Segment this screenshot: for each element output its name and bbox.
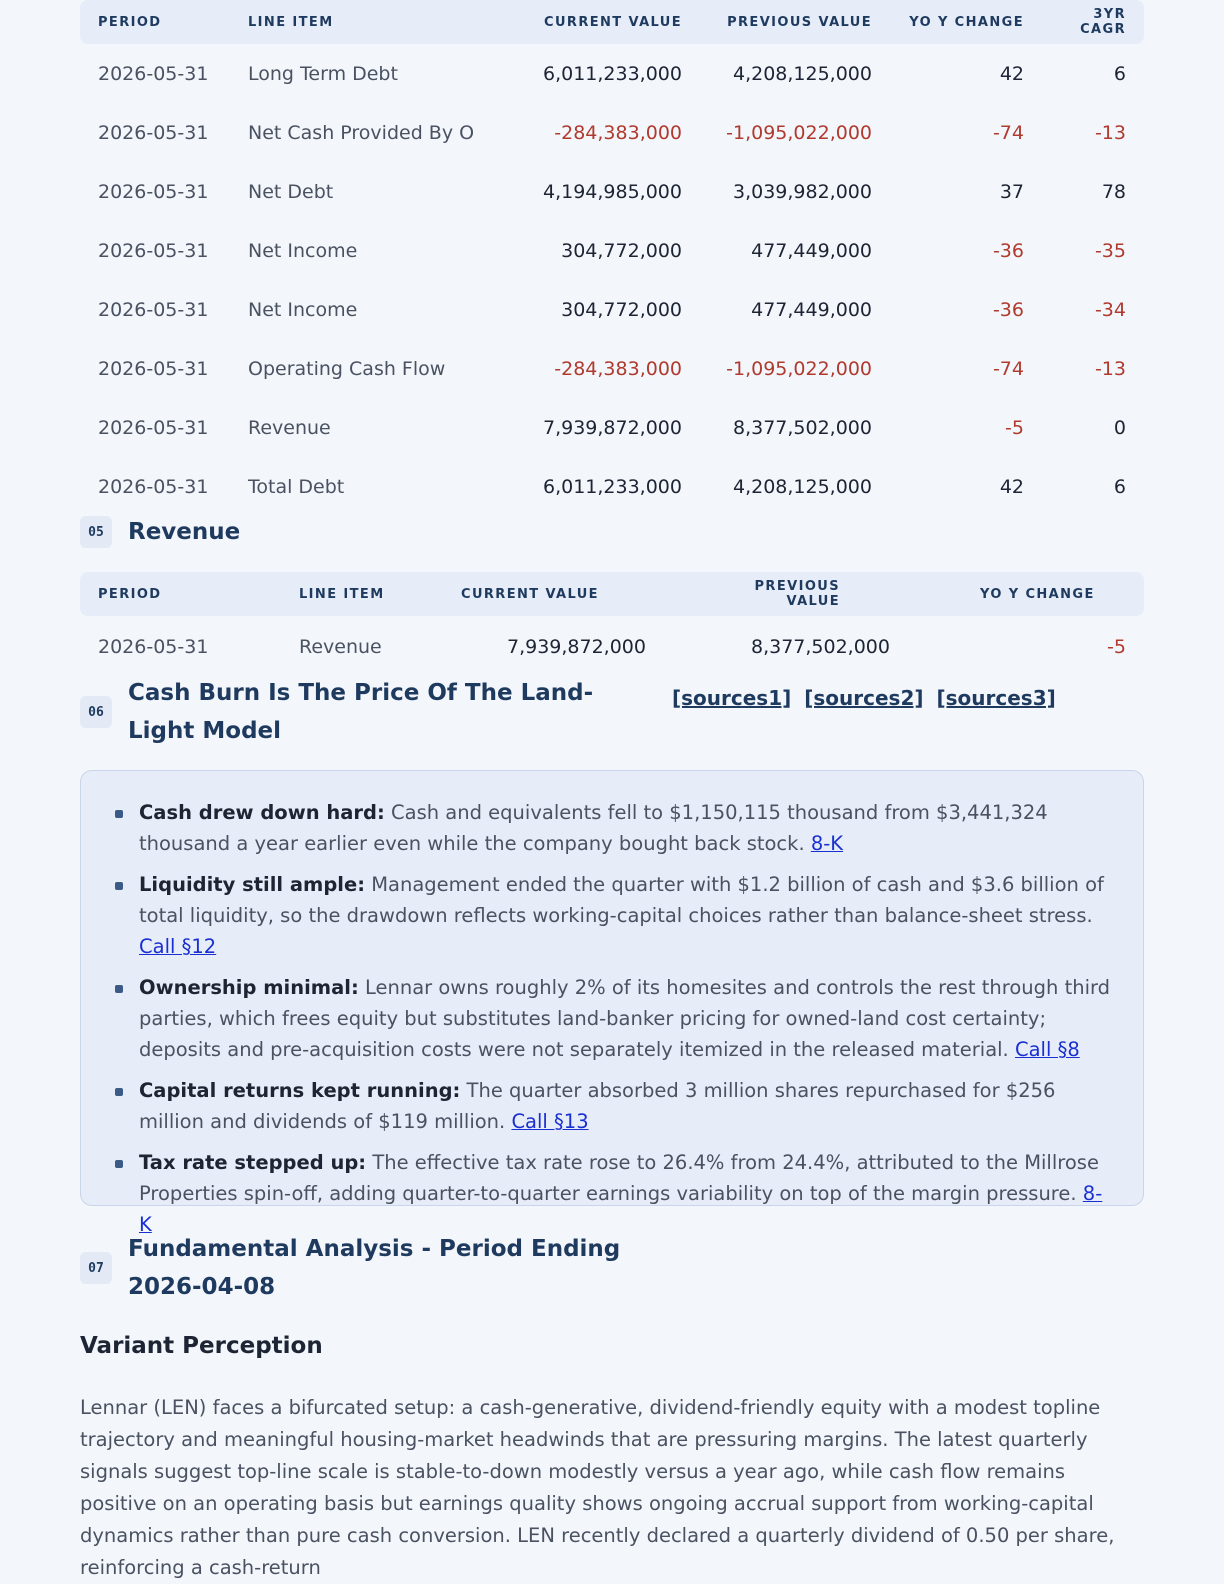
value-cell: -36 (992, 298, 1024, 321)
period-cell: 2026-05-31 (98, 357, 209, 380)
value-cell: 3,039,982,000 (732, 180, 872, 203)
value-cell: 4,208,125,000 (732, 62, 872, 85)
period-cell: 2026-05-31 (98, 121, 209, 144)
table-row (80, 616, 1144, 678)
list-item (139, 972, 1113, 1065)
value-cell: 477,449,000 (751, 298, 872, 321)
sources-links (672, 686, 1062, 710)
value-cell: -74 (992, 121, 1024, 144)
bullet-label: Tax rate stepped up: (139, 1151, 367, 1174)
analysis-paragraph: Lennar (LEN) faces a bifurcated setup: a cash-generative, dividend-friendly equity with a modest topline trajectory and meaningful housing-market headwinds that are pressuring margins. The latest quarterly signals suggest top-line scale is stable-to-down modestly versus a year ago, while cash flow remains positive on an operating basis but earnings quality shows ongoing accrual support from working-capital dynamics rather than pure cash conversion. LEN recently declared a quarterly dividend of 0.50 per share, reinforcing a cash-return (80, 1396, 1115, 1579)
value-cell: -34 (1094, 298, 1126, 321)
value-cell: -36 (992, 239, 1024, 262)
value-cell: 37 (999, 180, 1024, 203)
list-item (139, 1075, 1113, 1137)
value-cell: -13 (1094, 121, 1126, 144)
value-cell: -74 (992, 357, 1024, 380)
financials-table (80, 0, 1144, 516)
line-item-cell: Operating Cash Flow (248, 357, 446, 380)
column-header: CURRENT VALUE (443, 572, 686, 616)
line-item-cell: Net Cash Provided By O (248, 121, 475, 144)
value-cell: 42 (999, 475, 1024, 498)
column-header: PERIOD (80, 572, 281, 616)
column-header: PERIOD (80, 0, 230, 44)
period-cell: 2026-05-31 (98, 239, 209, 262)
citation-link[interactable]: 8-K (139, 1182, 1103, 1236)
bullet-label: Cash drew down hard: (139, 801, 385, 824)
value-cell: 4,208,125,000 (732, 475, 872, 498)
bullet-label: Capital returns kept running: (139, 1079, 461, 1102)
value-cell: -5 (1107, 636, 1126, 658)
citation-link[interactable]: Call §12 (139, 935, 217, 958)
line-item-cell: Revenue (299, 636, 382, 658)
value-cell: -284,383,000 (554, 357, 682, 380)
table-row (80, 339, 1144, 398)
section-title: Fundamental Analysis - Period Ending 2026-04-08 (128, 1236, 621, 1300)
value-cell: -5 (1005, 416, 1024, 439)
section-number-badge: 07 (80, 1252, 112, 1284)
value-cell: -35 (1094, 239, 1126, 262)
value-cell: 6,011,233,000 (542, 475, 682, 498)
value-cell: -1,095,022,000 (726, 121, 872, 144)
line-item-cell: Net Income (248, 298, 358, 321)
source-link-2[interactable]: [sources2] (804, 686, 924, 710)
bullet-text: Cash and equivalents fell to $1,150,115 thousand from $3,441,324 thousand a year earlier even while the company bought back stock. (139, 801, 1048, 855)
line-item-cell: Net Debt (248, 180, 334, 203)
period-cell: 2026-05-31 (98, 636, 209, 658)
value-cell: 42 (999, 62, 1024, 85)
period-cell: 2026-05-31 (98, 416, 209, 439)
citation-link[interactable]: Call §13 (511, 1110, 589, 1133)
period-cell: 2026-05-31 (98, 475, 209, 498)
value-cell: 0 (1113, 416, 1126, 439)
value-cell: 6 (1113, 62, 1126, 85)
source-link-1[interactable]: [sources1] (672, 686, 792, 710)
line-item-cell: Long Term Debt (248, 62, 398, 85)
value-cell: -1,095,022,000 (726, 357, 872, 380)
value-cell: 304,772,000 (561, 298, 682, 321)
value-cell: 6 (1113, 475, 1126, 498)
list-item (139, 869, 1113, 962)
list-item (139, 797, 1113, 859)
period-cell: 2026-05-31 (98, 62, 209, 85)
source-link-3[interactable]: [sources3] (936, 686, 1056, 710)
period-cell: 2026-05-31 (98, 180, 209, 203)
value-cell: 7,939,872,000 (542, 416, 682, 439)
key-points-callout (80, 770, 1144, 1236)
revenue-table (80, 572, 1144, 678)
value-cell: 6,011,233,000 (542, 62, 682, 85)
value-cell: -13 (1094, 357, 1126, 380)
subheading-variant-perception: Variant Perception (80, 1333, 323, 1359)
column-header: PREVIOUS VALUE (700, 0, 890, 44)
period-cell: 2026-05-31 (98, 298, 209, 321)
table-row (80, 103, 1144, 162)
bullet-text: Lennar owns roughly 2% of its homesites and controls the rest through third parties, which frees equity but substitutes land-banker pricing for owned-land cost certainty; deposits and pre-acquisition costs were not separately itemized in the released material. (139, 976, 1111, 1061)
column-header: LINE ITEM (281, 572, 443, 616)
table-row (80, 44, 1144, 103)
table-header-row (80, 0, 1144, 44)
section-header-cash-burn (80, 674, 1144, 750)
value-cell: 8,377,502,000 (732, 416, 872, 439)
list-item (139, 1147, 1113, 1240)
bullet-text: Management ended the quarter with $1.2 billion of cash and $3.6 billion of total liquidity, so the drawdown reflects working-capital choices rather than balance-sheet stress. (139, 873, 1104, 927)
section-number-badge: 06 (80, 696, 112, 728)
bullet-text: The effective tax rate rose to 26.4% from 24.4%, attributed to the Millrose Properties spin-off, adding quarter-to-quarter earnings variability on top of the margin pressure. (139, 1151, 1099, 1205)
section-number-badge: 05 (80, 516, 112, 548)
table-header-row (80, 572, 1144, 616)
line-item-cell: Net Income (248, 239, 358, 262)
value-cell: -284,383,000 (554, 121, 682, 144)
section-title: Cash Burn Is The Price Of The Land-Light Model (128, 680, 594, 744)
line-item-cell: Total Debt (248, 475, 345, 498)
value-cell: 78 (1101, 180, 1126, 203)
table-row (80, 398, 1144, 457)
column-header: YO Y CHANGE (890, 0, 1042, 44)
section-header-revenue (80, 513, 240, 551)
key-points-list (139, 797, 1113, 1240)
line-item-cell: Revenue (248, 416, 331, 439)
table-row (80, 162, 1144, 221)
section-title: Revenue (128, 519, 241, 545)
bullet-label: Ownership minimal: (139, 976, 359, 999)
value-cell: 304,772,000 (561, 239, 682, 262)
column-header: CURRENT VALUE (490, 0, 700, 44)
bullet-text: The quarter absorbed 3 million shares repurchased for $256 million and dividends of $119 million. (139, 1079, 1056, 1133)
column-header: 3YR CAGR (1042, 0, 1144, 44)
table-row (80, 221, 1144, 280)
value-cell: 7,939,872,000 (506, 636, 646, 658)
value-cell: 8,377,502,000 (750, 636, 890, 658)
column-header: LINE ITEM (230, 0, 490, 44)
citation-link[interactable]: 8-K (810, 832, 844, 855)
column-header: YO Y CHANGE (930, 572, 1144, 616)
table-row (80, 280, 1144, 339)
value-cell: 477,449,000 (751, 239, 872, 262)
section-header-fundamental-analysis (80, 1230, 628, 1306)
column-header: PREVIOUS VALUE (686, 572, 930, 616)
value-cell: 4,194,985,000 (542, 180, 682, 203)
table-row (80, 457, 1144, 516)
citation-link[interactable]: Call §8 (1014, 1038, 1080, 1061)
bullet-label: Liquidity still ample: (139, 873, 366, 896)
